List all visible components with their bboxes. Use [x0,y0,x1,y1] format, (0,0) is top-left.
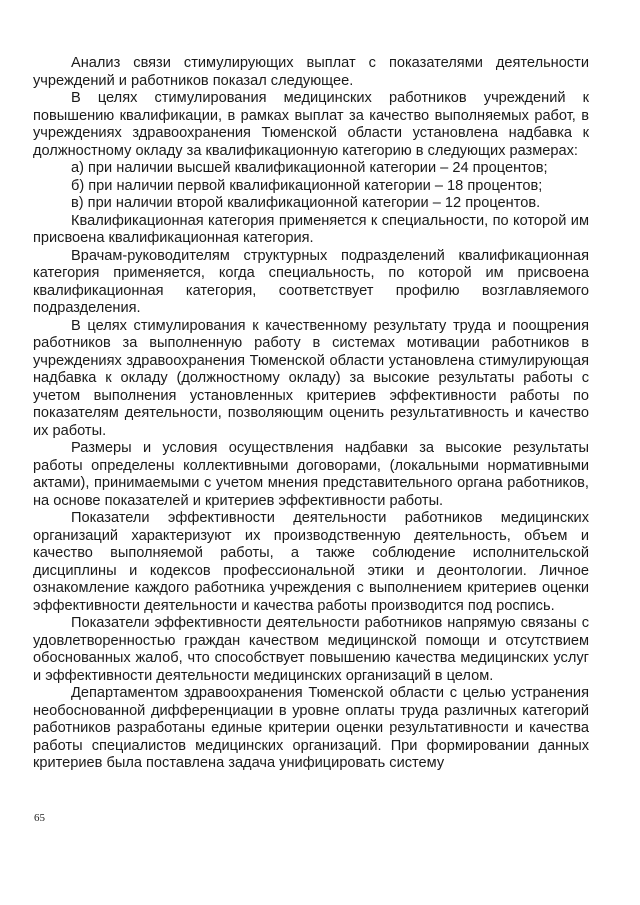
paragraph-stimulating-bonus: В целях стимулирования к качественному результату труда и поощрения работников за выполненную работу в системах мотивации работников в учреждениях здравоохранения Тюменской области установлена стимулирующая надбавка к окладу (должностному окладу) за высокие результаты работы с учетом выполнения установленных критериев эффективности работы по показателям деятельности, позволяющим оценить результативность и качество их работы. [33,317,589,439]
paragraph-qualification-bonus: В целях стимулирования медицинских работников учреждений к повышению квалификации, в рамках выплат за качество выполняемых работ, в учреждениях здравоохранения Тюменской области установлена надбавка к должностному окладу за квалификационную категорию в следующих размерах: [33,90,589,159]
page-number: 65 [34,812,45,824]
list-item-first-category: б) при наличии первой квалификационной категории – 18 процентов; [71,177,543,194]
paragraph-department-criteria: Департаментом здравоохранения Тюменской области с целью устранения необоснованной дифференциации в уровне оплаты труда различных категорий работников разработаны единые критерии оценки результативности и качества работы специалистов медицинских организаций. При формировании данных критериев была поставлена задача унифицировать систему [33,685,589,771]
paragraph-bonus-conditions: Размеры и условия осуществления надбавки за высокие результаты работы определены коллективными договорами, (локальными нормативными актами), принимаемыми с учетом мнения представительного органа работников, на основе показателей и критериев эффективности работы. [33,440,589,509]
paragraph-category-applies: Квалификационная категория применяется к специальности, по которой им присвоена квалификационная категория. [33,212,589,246]
paragraph-performance-indicators: Показатели эффективности деятельности работников медицинских организаций характеризуют их производственную деятельность, объем и качество выполняемой работы, а также соблюдение исполнительской дисциплины и кодексов профессиональной этики и деонтологии. Личное ознакомление каждого работника учреждения с выполнением критериев оценки эффективности деятельности и качества работы производится под роспись. [33,510,589,614]
paragraph-heads-of-units: Врачам-руководителям структурных подразделений квалификационная категория применяется, когда специальность, по которой им присвоена квалификационная категория, соответствует профилю возглавляемого подразделения. [33,247,589,316]
list-item-highest-category: а) при наличии высшей квалификационной категории – 24 процентов; [71,160,548,176]
paragraph-intro: Анализ связи стимулирующих выплат с показателями деятельности учреждений и работников показал следующее. [33,55,589,89]
document-body [33,55,589,773]
paragraph-citizen-satisfaction: Показатели эффективности деятельности работников напрямую связаны с удовлетворенностью граждан качеством медицинской помощи и отсутствием обоснованных жалоб, что способствует повышению качества медицинских услуг и эффективности деятельности медицинских организаций в целом. [33,615,589,684]
list-item-second-category: в) при наличии второй квалификационной категории – 12 процентов. [71,195,541,211]
